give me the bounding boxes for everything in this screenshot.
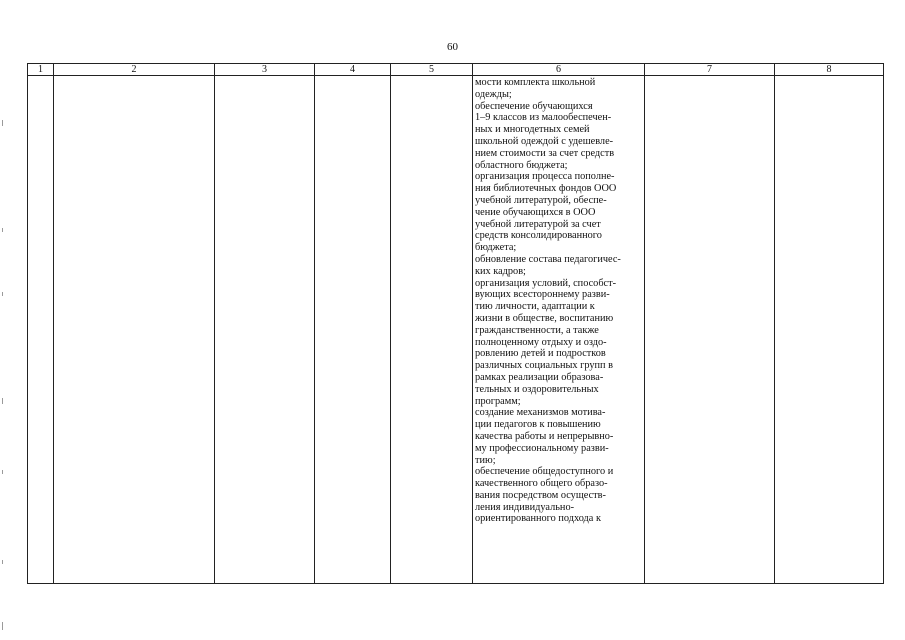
column-header-5: 5 [391,64,473,76]
scan-mark [2,470,3,474]
text-line: качественного общего образо- [475,478,608,490]
text-line: школьной одеждой с удешевле- [475,135,614,147]
text-line: вующих всестороннему разви- [475,289,610,301]
text-line: обеспечение общедоступного и [475,466,614,478]
text-line: организация условий, способст- [475,277,617,289]
text-line: ния библиотечных фондов ООО [475,183,617,195]
scan-mark [2,120,3,126]
text-line: качества работы и непрерывно- [475,430,614,442]
text-line: средств консолидированного [475,230,602,242]
text-line: гражданственности, а также [475,324,599,336]
text-line: 1–9 классов из малообеспечен- [475,112,612,124]
column-header-2: 2 [54,64,215,76]
text-line: тельных и оздоровительных [475,383,599,395]
text-line: бюджета; [475,242,517,254]
text-line: ких кадров; [475,265,526,277]
table-cell-col7 [645,76,775,584]
text-line: мости комплекта школьной [475,77,596,88]
column-header-7: 7 [645,64,775,76]
text-line: полноценному отдыху и оздо- [475,336,607,348]
text-line: программ; [475,395,521,407]
table-cell-col8 [775,76,884,584]
text-line: му профессиональному разви- [475,442,609,454]
text-line: учебной литературой за счет [475,218,601,230]
text-line: ции педагогов к повышению [475,419,601,431]
table-row [28,76,884,584]
column-header-8: 8 [775,64,884,76]
table-cell-col5 [391,76,473,584]
text-line: тию; [475,454,496,466]
column-header-1: 1 [28,64,54,76]
text-line: ления индивидуально- [475,501,575,513]
text-line: обеспечение обучающихся [475,100,593,112]
scan-mark [2,228,3,232]
scan-mark [2,398,3,404]
table-cell-col6-text [473,76,645,584]
document-table [27,63,884,584]
text-line: ровлению детей и подростков [475,348,606,360]
text-line: рамках реализации образова- [475,371,604,383]
text-line: ориентированного подхода к [475,513,601,525]
text-line: обновление состава педагогичес- [475,253,621,265]
table-cell-col1 [28,76,54,584]
scan-mark [2,560,3,564]
column-header-4: 4 [315,64,391,76]
text-line: тию личности, адаптации к [475,301,595,313]
page-number: 60 [447,41,458,53]
table-cell-col4 [315,76,391,584]
text-line: жизни в обществе, воспитанию [475,312,614,324]
scan-mark [2,622,3,630]
text-line: нием стоимости за счет средств [475,147,615,159]
column-header-3: 3 [215,64,315,76]
text-line: создание механизмов мотива- [475,407,606,419]
text-line: организация процесса пополне- [475,171,615,183]
text-line: вания посредством осуществ- [475,489,606,501]
text-line: одежды; [475,88,512,100]
table-cell-col2 [54,76,215,584]
text-line: учебной литературой, обеспе- [475,194,607,206]
text-line: областного бюджета; [475,159,568,171]
column-header-6: 6 [473,64,645,76]
table-header-row [28,64,884,76]
text-line: ных и многодетных семей [475,124,590,136]
text-line: различных социальных групп в [475,360,613,372]
scan-mark [2,292,3,296]
table-cell-col3 [215,76,315,584]
text-line: чение обучающихся в ООО [475,206,596,218]
